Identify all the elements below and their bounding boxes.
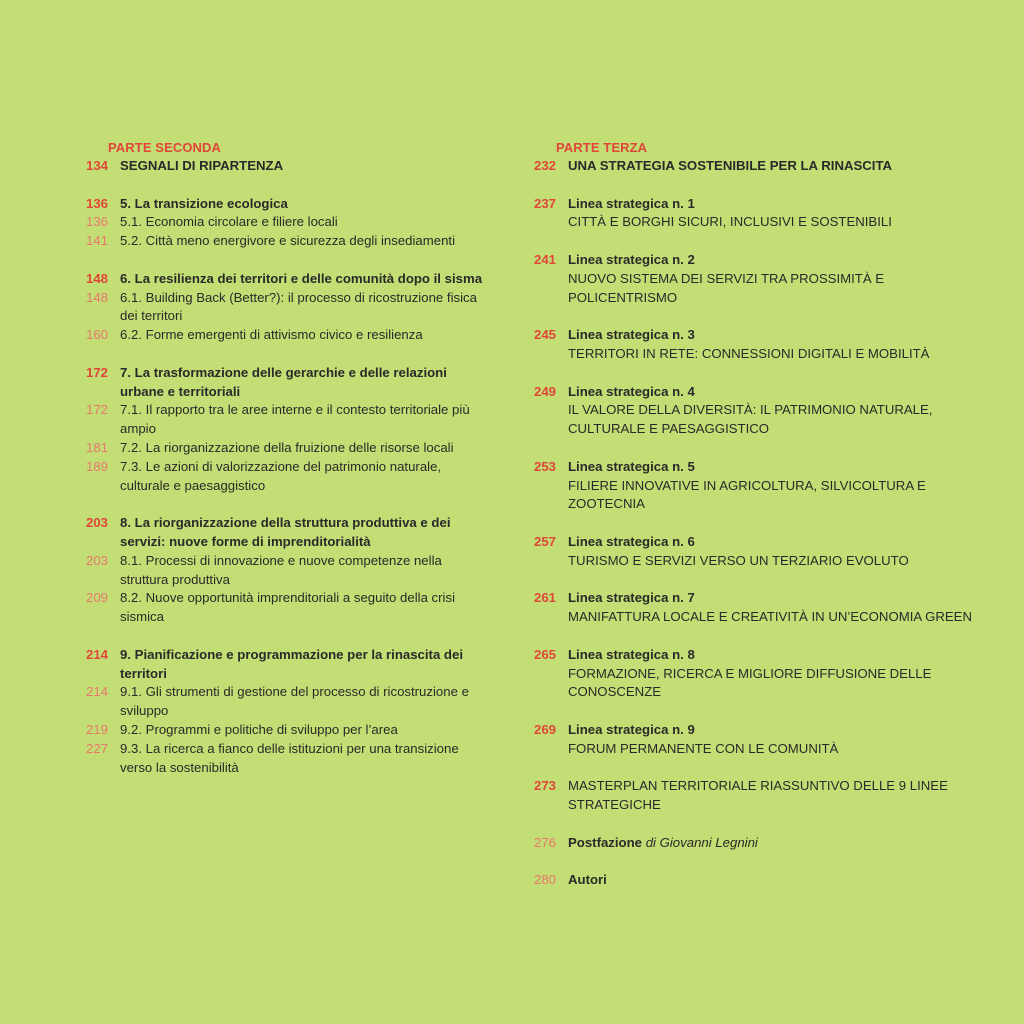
entry-title: 8.2. Nuove opportunità imprenditoriali a seguito della crisi sismica [120, 590, 455, 625]
page-number: 148 [85, 270, 108, 286]
toc-column-right [510, 139, 980, 890]
entry-title: 6.1. Building Back (Better?): il processo di ricostruzione fisica dei territori [120, 289, 477, 324]
entry-title: SEGNALI DI RIPARTENZA [120, 158, 284, 173]
entry-title: 9. Pianificazione e programmazione per la rinascita dei territori [120, 646, 463, 681]
spacer [62, 495, 492, 514]
spacer [62, 176, 492, 195]
entry-title: TERRITORI IN RETE: CONNESSIONI DIGITALI E MOBILITÀ [568, 345, 930, 361]
page-number: 189 [85, 458, 108, 474]
toc-entry[interactable] [510, 533, 980, 552]
toc-entry[interactable] [510, 270, 980, 308]
entry-title: Linea strategica n. 7 [568, 590, 695, 606]
page-number: 257 [533, 533, 556, 549]
entry-title: CITTÀ E BORGHI SICURI, INCLUSIVI E SOSTENIBILI [568, 214, 892, 230]
toc-entry[interactable] [510, 458, 980, 477]
toc-entry[interactable] [510, 608, 980, 627]
entry-title: Linea strategica n. 1 [568, 195, 695, 211]
entry-title: 7.2. La riorganizzazione della fruizione delle risorse locali [120, 439, 454, 455]
entry-title: NUOVO SISTEMA DEI SERVIZI TRA PROSSIMITÀ E POLICENTRISMO [568, 270, 885, 305]
spacer [510, 571, 980, 590]
toc-entry[interactable] [62, 232, 492, 251]
toc-entry[interactable] [510, 721, 980, 740]
page-number: 214 [85, 684, 108, 700]
entry-title: 5.1. Economia circolare e filiere locali [120, 214, 338, 230]
toc-entry[interactable] [62, 213, 492, 232]
spacer [62, 251, 492, 270]
page-number: 209 [85, 590, 108, 606]
page-number: 241 [533, 251, 556, 267]
entry-title: 8. La riorganizzazione della struttura produttiva e dei servizi: nuove forme di imprenditorialità [120, 515, 451, 549]
entry-title: MASTERPLAN TERRITORIALE RIASSUNTIVO DELLE 9 LINEE STRATEGICHE [568, 778, 948, 813]
toc-entry[interactable] [510, 777, 980, 815]
toc-entry[interactable] [510, 646, 980, 665]
entry-title: 9.2. Programmi e politiche di sviluppo per l’area [120, 721, 398, 737]
toc-entry[interactable] [62, 683, 492, 721]
toc-entry[interactable] [510, 589, 980, 608]
entry-title: IL VALORE DELLA DIVERSITÀ: IL PATRIMONIO NATURALE, CULTURALE E PAESAGGISTICO [568, 402, 933, 437]
toc-entry[interactable] [62, 646, 492, 684]
toc-entry[interactable] [62, 157, 492, 176]
toc-entry[interactable] [62, 326, 492, 345]
page-number: 245 [533, 327, 556, 343]
entry-title: 5.2. Città meno energivore e sicurezza degli insediamenti [120, 233, 455, 249]
toc-entry[interactable] [62, 401, 492, 439]
part-label: PARTE SECONDA [108, 140, 222, 155]
spacer [62, 345, 492, 364]
entry-title: 7. La trasformazione delle gerarchie e delle relazioni urbane e territoriali [120, 364, 447, 399]
toc-entry[interactable] [510, 401, 980, 439]
spacer [510, 176, 980, 195]
toc-entry[interactable] [62, 589, 492, 627]
toc-entry[interactable] [510, 326, 980, 345]
toc-entry[interactable] [62, 270, 492, 289]
toc-entry[interactable] [510, 834, 980, 853]
spacer [510, 364, 980, 383]
page-number: 232 [533, 158, 556, 173]
entry-title: Linea strategica n. 3 [568, 327, 695, 343]
page-number: 261 [533, 590, 556, 606]
page-number: 136 [85, 195, 108, 211]
page-number: 219 [85, 721, 108, 737]
page-number: 172 [85, 364, 108, 380]
page-number: 249 [533, 383, 556, 399]
entry-title: 7.1. Il rapporto tra le aree interne e il contesto territoriale più ampio [120, 402, 470, 437]
page-number: 265 [533, 646, 556, 662]
page-number: 253 [533, 458, 556, 474]
entry-title: Linea strategica n. 8 [568, 646, 695, 662]
toc-entry[interactable] [62, 439, 492, 458]
toc-entry[interactable] [510, 665, 980, 703]
page-number: 273 [533, 778, 556, 794]
toc-entry[interactable] [62, 740, 492, 778]
toc-entry[interactable] [62, 458, 492, 496]
page-number: 280 [533, 872, 556, 888]
page-number: 141 [85, 233, 108, 249]
page-number: 237 [533, 195, 556, 211]
toc-entry[interactable] [62, 289, 492, 327]
page-number: 276 [533, 834, 556, 850]
part-label: PARTE TERZA [556, 140, 648, 155]
toc-column-left [62, 139, 492, 777]
toc-entry[interactable] [510, 477, 980, 515]
entry-title: FORUM PERMANENTE CON LE COMUNITÀ [568, 740, 839, 756]
page-number: 203 [85, 552, 108, 568]
page-number: 172 [85, 402, 108, 418]
spacer [510, 514, 980, 533]
spacer [62, 627, 492, 646]
entry-title: Autori [568, 872, 607, 888]
entry-author: di Giovanni Legnini [645, 834, 758, 850]
toc-entry[interactable] [510, 552, 980, 571]
toc-entry[interactable] [510, 213, 980, 232]
spacer [510, 627, 980, 646]
toc-entry[interactable] [510, 195, 980, 214]
spacer [510, 232, 980, 251]
entry-title: 9.3. La ricerca a fianco delle istituzioni per una transizione verso la sostenibilità [120, 740, 459, 775]
entry-title: 7.3. Le azioni di valorizzazione del patrimonio naturale, culturale e paesaggistico [120, 458, 442, 493]
page-number: 227 [85, 740, 108, 756]
entry-title: 6. La resilienza dei territori e delle comunità dopo il sisma [120, 270, 483, 286]
entry-title: 8.1. Processi di innovazione e nuove competenze nella struttura produttiva [120, 552, 442, 587]
toc-entry[interactable] [62, 514, 492, 552]
entry-title: TURISMO E SERVIZI VERSO UN TERZIARIO EVOLUTO [568, 552, 909, 568]
toc-entry[interactable] [510, 345, 980, 364]
entry-title: MANIFATTURA LOCALE E CREATIVITÀ IN UN’ECONOMIA GREEN [568, 609, 972, 625]
toc-entry[interactable] [510, 383, 980, 402]
entry-title: Linea strategica n. 2 [568, 251, 695, 267]
page-number: 214 [85, 646, 108, 662]
toc-entry[interactable] [62, 721, 492, 740]
entry-title: UNA STRATEGIA SOSTENIBILE PER LA RINASCITA [568, 158, 893, 173]
entry-title: Postfazione [568, 834, 643, 850]
page-number: 148 [85, 289, 108, 305]
toc-entries [62, 157, 492, 777]
spacer [510, 852, 980, 871]
page-number: 160 [85, 327, 108, 343]
entry-title: Linea strategica n. 4 [568, 383, 695, 399]
spacer [510, 307, 980, 326]
page-number: 181 [85, 439, 108, 455]
entry-title: Linea strategica n. 5 [568, 458, 695, 474]
toc-entry[interactable] [62, 195, 492, 214]
toc-entry[interactable] [510, 871, 980, 890]
toc-entries [510, 157, 980, 890]
spacer [510, 702, 980, 721]
spacer [510, 439, 980, 458]
spacer [510, 815, 980, 834]
entry-title: Linea strategica n. 6 [568, 533, 695, 549]
toc-entry[interactable] [510, 157, 980, 176]
page-number: 203 [85, 515, 108, 531]
spacer [510, 759, 980, 778]
page-number: 134 [85, 158, 108, 173]
entry-title: 5. La transizione ecologica [120, 195, 288, 211]
entry-title: 9.1. Gli strumenti di gestione del processo di ricostruzione e sviluppo [120, 684, 469, 719]
toc-entry[interactable] [62, 552, 492, 590]
toc-entry[interactable] [510, 740, 980, 759]
toc-entry[interactable] [62, 364, 492, 402]
entry-title: FORMAZIONE, RICERCA E MIGLIORE DIFFUSIONE DELLE CONOSCENZE [568, 665, 932, 700]
page-number: 136 [85, 214, 108, 230]
toc-entry[interactable] [510, 251, 980, 270]
entry-title: Linea strategica n. 9 [568, 721, 695, 737]
page-number: 269 [533, 721, 556, 737]
entry-title: 6.2. Forme emergenti di attivismo civico e resilienza [120, 327, 423, 343]
entry-title: FILIERE INNOVATIVE IN AGRICOLTURA, SILVICOLTURA E ZOOTECNIA [568, 477, 926, 512]
